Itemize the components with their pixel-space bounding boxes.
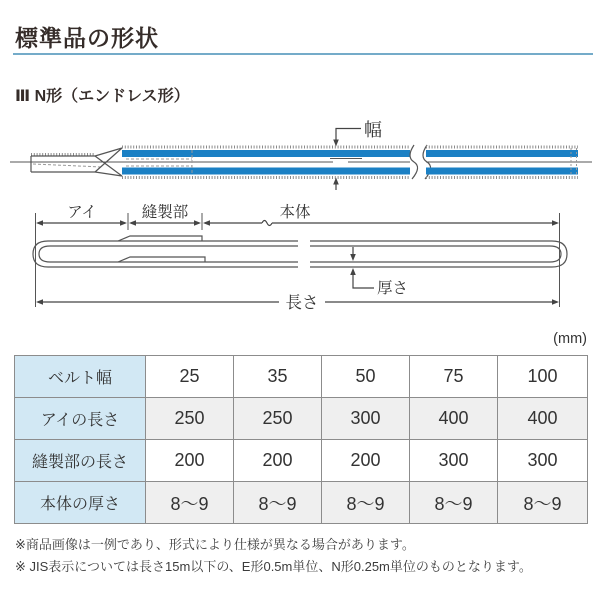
extension-lines — [36, 213, 560, 307]
value-cell: 400 — [410, 398, 498, 440]
page-title: 標準品の形状 — [15, 25, 159, 51]
sewn-label: 縫製部 — [141, 204, 189, 221]
value-cell: 25 — [146, 356, 234, 398]
value-cell: 200 — [146, 440, 234, 482]
width-label: 幅 — [364, 120, 382, 140]
thickness-label: 厚さ — [377, 280, 409, 297]
value-cell: 300 — [410, 440, 498, 482]
row-header-eye-length: アイの長さ — [15, 398, 146, 440]
spec-table-row — [15, 440, 588, 482]
row-header-belt-width: ベルト幅 — [15, 356, 146, 398]
value-cell: 8～9 — [410, 482, 498, 524]
eye-label: アイ — [67, 204, 97, 221]
spec-table — [14, 355, 588, 524]
length-dimension — [36, 293, 559, 312]
note-jis: ※ JIS表示については長さ15m以下の、E形0.5m単位、N形0.25m単位のものとなります。 — [15, 559, 532, 574]
title-underline — [13, 53, 593, 55]
top-dimensions — [38, 221, 557, 226]
belt-top-view-diagram — [0, 112, 600, 197]
belt-eye — [31, 155, 102, 173]
value-cell: 200 — [322, 440, 410, 482]
value-cell: 100 — [498, 356, 588, 398]
section-heading: Ⅲ N形（エンドレス形） — [15, 88, 190, 105]
spec-table-row — [15, 482, 588, 524]
value-cell: 35 — [234, 356, 322, 398]
value-cell: 250 — [146, 398, 234, 440]
arrow-down-icon — [350, 254, 356, 261]
sewn-overlap — [118, 236, 205, 262]
belt-top-view-svg — [0, 112, 600, 197]
center-line — [10, 159, 592, 163]
belt-side-view-diagram — [0, 196, 600, 322]
value-cell: 200 — [234, 440, 322, 482]
footnotes — [15, 534, 593, 578]
note-product-image: ※商品画像は一例であり、形式により仕様が異なる場合があります。 — [15, 537, 415, 552]
thickness-dimension — [350, 247, 408, 297]
row-header-sewn-length: 縫製部の長さ — [15, 440, 146, 482]
loop-outline — [33, 241, 567, 267]
value-cell: 8～9 — [498, 482, 588, 524]
arrow-down-icon — [333, 140, 339, 147]
value-cell: 8～9 — [234, 482, 322, 524]
length-label: 長さ — [285, 294, 319, 312]
row-header-body-thickness: 本体の厚さ — [15, 482, 146, 524]
value-cell: 8～9 — [146, 482, 234, 524]
value-cell: 300 — [322, 398, 410, 440]
unit-label: (mm) — [553, 331, 587, 347]
value-cell: 75 — [410, 356, 498, 398]
value-cell: 300 — [498, 440, 588, 482]
arrow-up-icon — [350, 268, 356, 275]
value-cell: 8～9 — [322, 482, 410, 524]
spec-table-row — [15, 398, 588, 440]
belt-side-view-svg — [0, 196, 600, 322]
body-label: 本体 — [279, 204, 311, 221]
value-cell: 50 — [322, 356, 410, 398]
value-cell: 400 — [498, 398, 588, 440]
value-cell: 250 — [234, 398, 322, 440]
spec-table-row — [15, 356, 588, 398]
